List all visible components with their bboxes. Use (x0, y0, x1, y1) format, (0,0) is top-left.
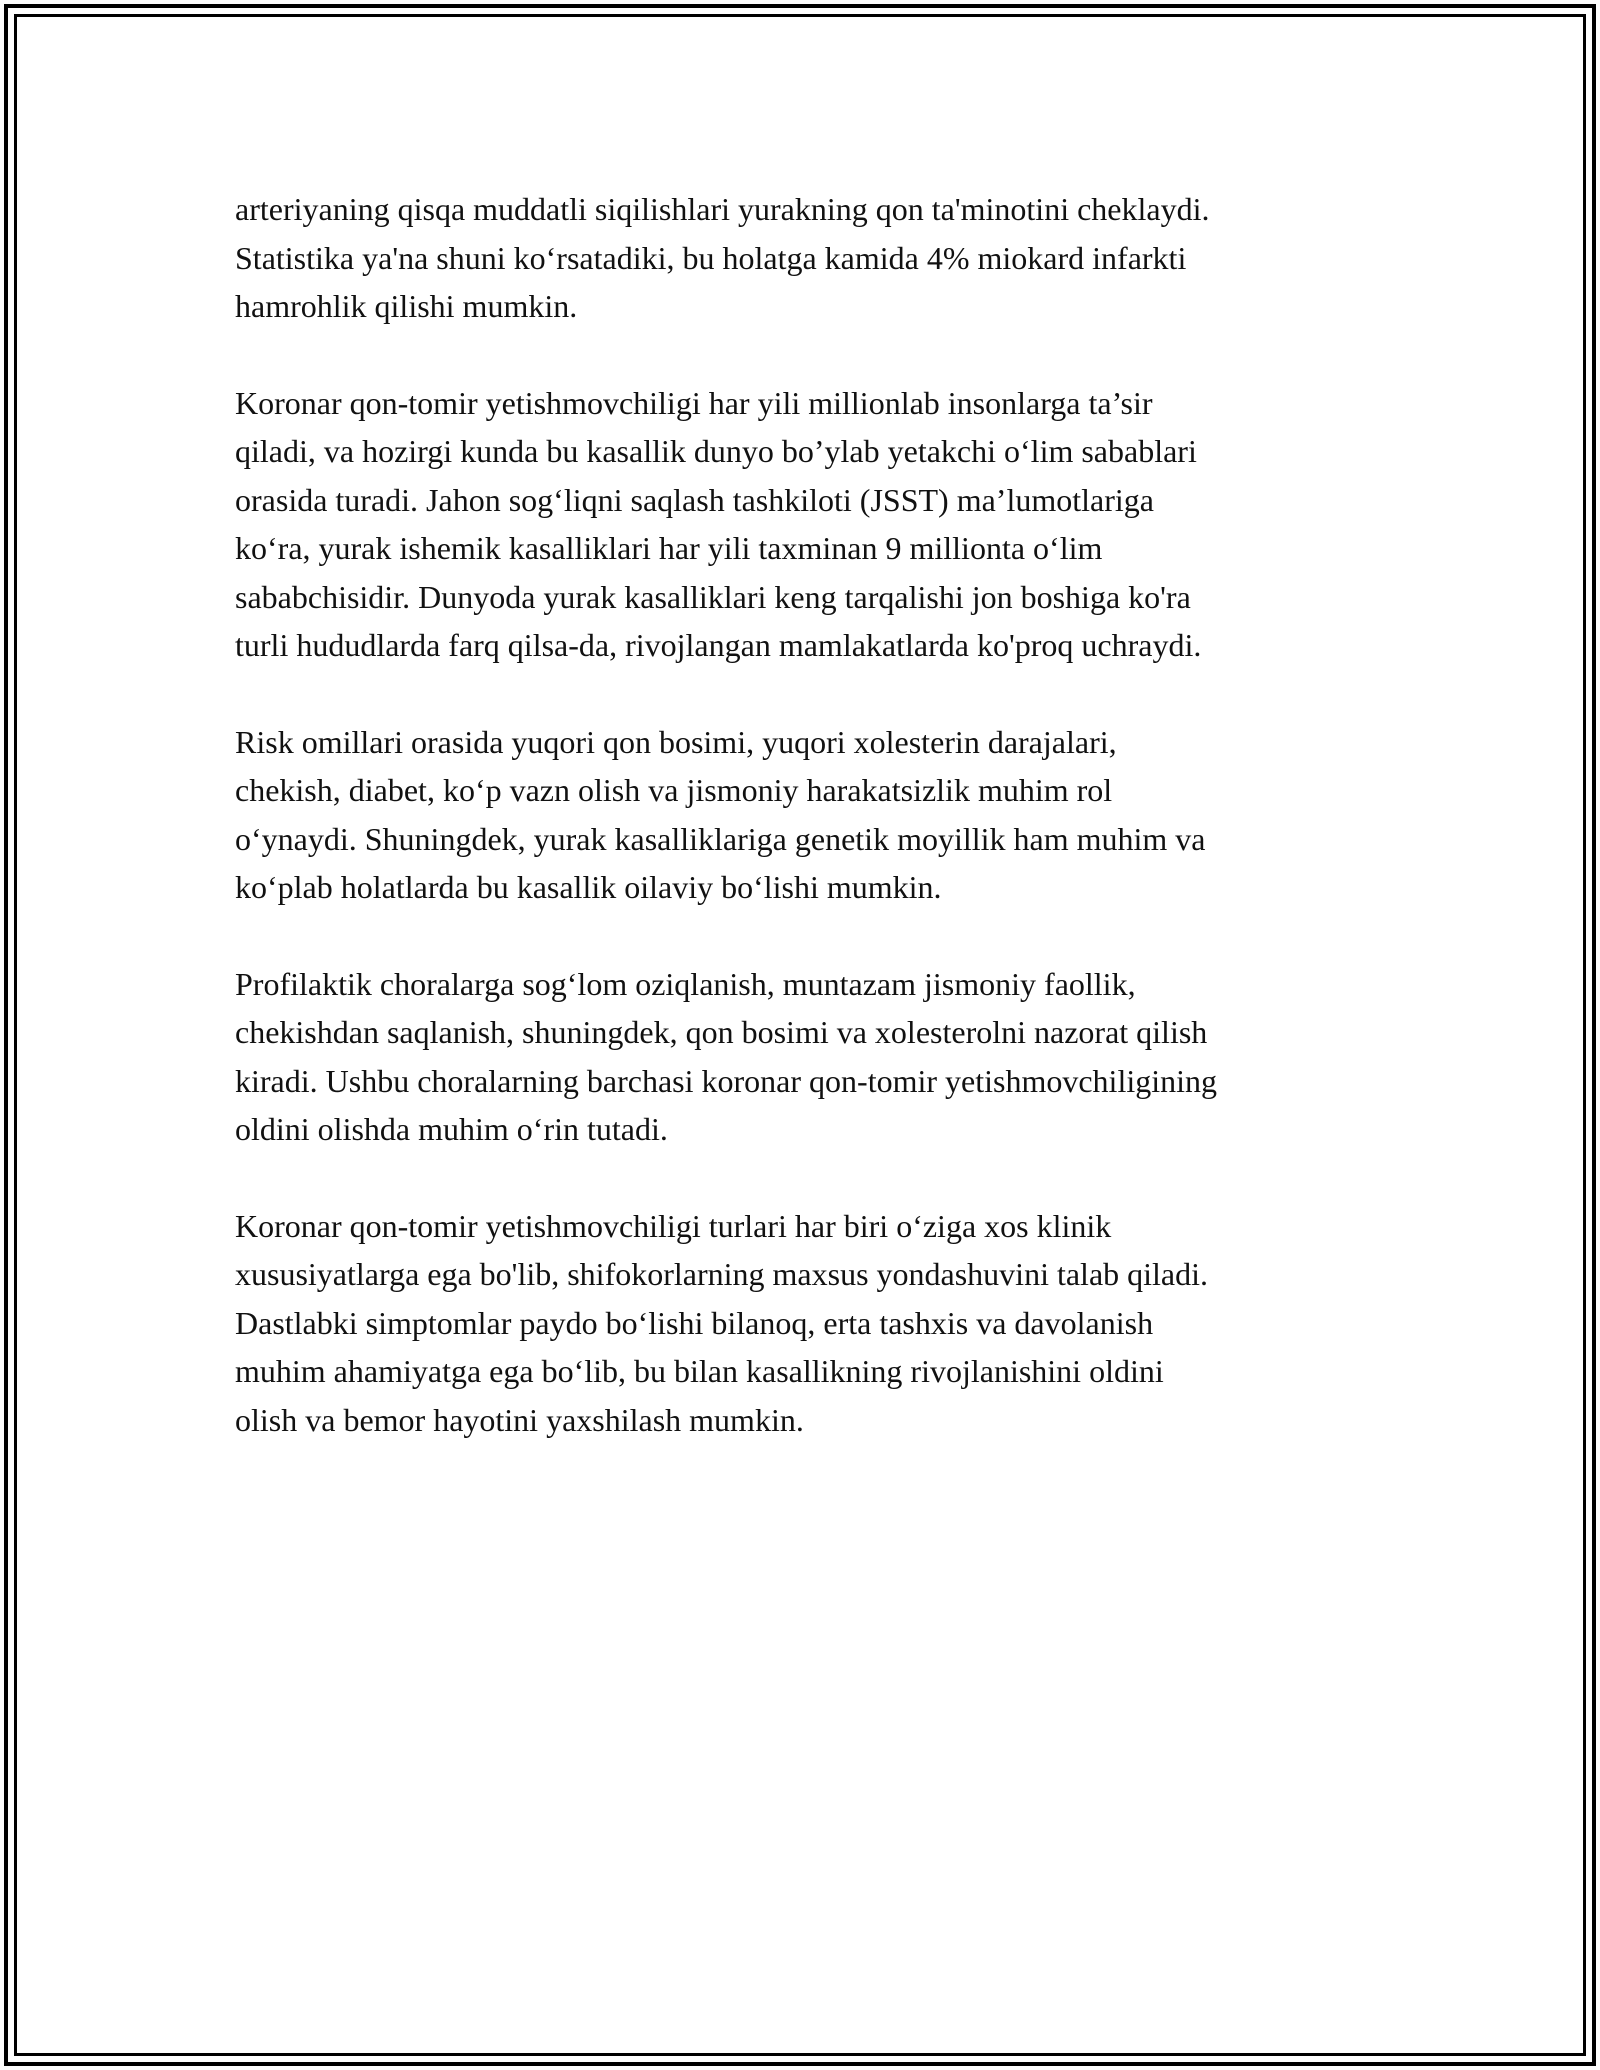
paragraph-5 (235, 1202, 1375, 1445)
paragraph-4 (235, 960, 1375, 1154)
text-line: Koronar qon-tomir yetishmovchiligi turlari har biri o‘ziga xos klinik (235, 1207, 1112, 1244)
text-line: ko‘ra, yurak ishemik kasalliklari har yili taxminan 9 millionta o‘lim (235, 530, 1103, 566)
text-line: Risk omillari orasida yuqori qon bosimi, yuqori xolesterin darajalari, (235, 723, 1117, 760)
text-line: orasida turadi. Jahon sog‘liqni saqlash tashkiloti (JSST) ma’lumotlariga (235, 481, 1154, 518)
text-line: ko‘plab holatlarda bu kasallik oilaviy bo‘lishi mumkin. (235, 869, 942, 905)
text-line: chekishdan saqlanish, shuningdek, qon bosimi va xolesterolni nazorat qilish (235, 1014, 1208, 1050)
text-line: Koronar qon-tomir yetishmovchiligi har yili millionlab insonlarga ta’sir (235, 384, 1153, 421)
paragraph-2 (235, 379, 1375, 670)
text-line: hamrohlik qilishi mumkin. (235, 288, 578, 324)
document-body (235, 185, 1375, 1492)
text-line: qiladi, va hozirgi kunda bu kasallik dunyo bo’ylab yetakchi o‘lim sabablari (235, 433, 1197, 469)
text-line: Dastlabki simptomlar paydo bo‘lishi bilanoq, erta tashxis va davolanish (235, 1304, 1154, 1341)
text-line: Statistika ya'na shuni ko‘rsatadiki, bu holatga kamida 4% miokard infarkti (235, 239, 1187, 276)
text-line: olish va bemor hayotini yaxshilash mumkin. (235, 1401, 804, 1438)
text-line: sababchisidir. Dunyoda yurak kasalliklari keng tarqalishi jon boshiga ko'ra (235, 578, 1191, 615)
text-line: xususiyatlarga ega bo'lib, shifokorlarning maxsus yondashuvini talab qiladi. (235, 1256, 1209, 1292)
text-line: o‘ynaydi. Shuningdek, yurak kasalliklariga genetik moyillik ham muhim va (235, 820, 1206, 857)
paragraph-3 (235, 718, 1375, 912)
text-line: turli hududlarda farq qilsa-da, rivojlangan mamlakatlarda ko'proq uchraydi. (235, 627, 1202, 663)
text-line: arteriyaning qisqa muddatli siqilishlari yurakning qon ta'minotini cheklaydi. (235, 191, 1210, 227)
text-line: kiradi. Ushbu choralarning barchasi koronar qon-tomir yetishmovchiligining (235, 1062, 1217, 1099)
text-line: oldini olishda muhim o‘rin tutadi. (235, 1111, 668, 1147)
text-line: muhim ahamiyatga ega bo‘lib, bu bilan kasallikning rivojlanishini oldini (235, 1353, 1164, 1389)
paragraph-1 (235, 185, 1375, 331)
text-line: Profilaktik choralarga sog‘lom oziqlanish, muntazam jismoniy faollik, (235, 965, 1136, 1002)
text-line: chekish, diabet, ko‘p vazn olish va jismoniy harakatsizlik muhim rol (235, 772, 1113, 808)
